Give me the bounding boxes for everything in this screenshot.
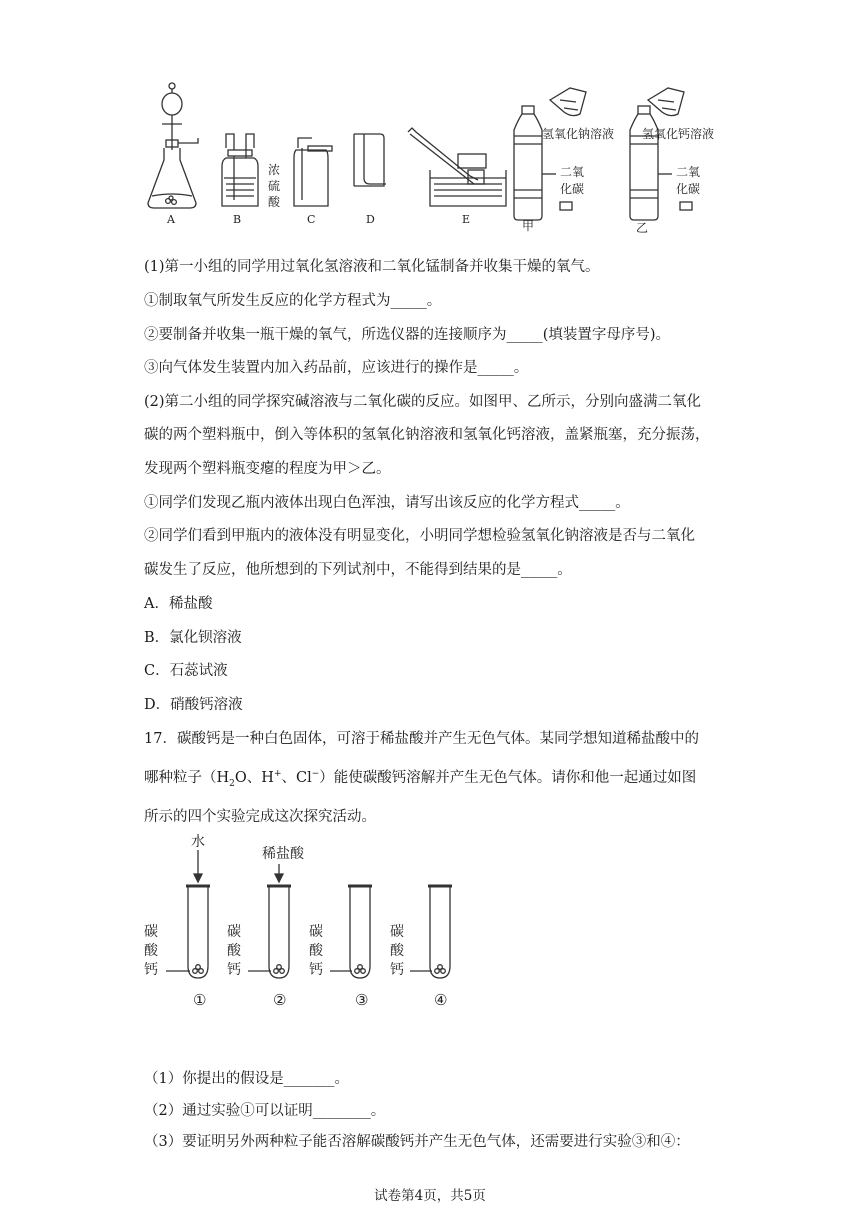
tube-number-3: ③ <box>355 991 369 1009</box>
q16-part2-line1: (2)第二小组的同学探究碱溶液与二氧化碳的反应。如图甲、乙所示，分别向盛满二氧化 <box>144 394 702 410</box>
label-a: A <box>167 213 175 226</box>
q16-option-c: C．石蕊试液 <box>144 663 228 679</box>
test-tube-3 <box>330 886 372 978</box>
b-liquid-label-2: 硫 <box>268 179 281 193</box>
tube-number-4: ④ <box>434 991 448 1009</box>
q16-part1-b: ②要制备并收集一瓶干燥的氧气，所选仪器的连接顺序为_____(填装置字母序号)。 <box>144 327 671 343</box>
apparatus-c <box>294 138 332 206</box>
q17-sub1: （1）你提出的假设是_______。 <box>144 1071 349 1087</box>
caco3-label-3a: 碳 <box>309 924 323 940</box>
q16-part1: (1)第一小组的同学用过氧化氢溶液和二氧化锰制备并收集干燥的氧气。 <box>144 259 600 275</box>
caco3-label-4c: 钙 <box>390 962 404 978</box>
apparatus-figure <box>140 78 760 238</box>
caco3-label-2b: 酸 <box>227 943 241 959</box>
q16-part2-line3: 发现两个塑料瓶变瘪的程度为甲＞乙。 <box>144 461 391 477</box>
yi-co2-label-bottom: 化碳 <box>676 182 701 196</box>
q16-part1-c: ③向气体发生装置内加入药品前，应该进行的操作是_____。 <box>144 360 529 376</box>
caco3-label-2a: 碳 <box>227 924 241 940</box>
bottle-yi <box>630 88 692 220</box>
q16-option-d: D．硝酸钙溶液 <box>144 697 243 713</box>
particle-h2o: $H_2O$ <box>216 770 247 789</box>
yi-label: 乙 <box>636 221 649 235</box>
q17-line2-pre: 哪种粒子（ <box>144 770 217 786</box>
particle-cl-minus: Cl− <box>295 769 320 786</box>
q17-line2: 哪种粒子（$H_2O$、H+、Cl−）能使碳酸钙溶解并产生无色气体。请你和他一起通过如图 <box>144 769 697 789</box>
page-footer: 试卷第4页，共5页 <box>374 1188 486 1204</box>
jia-co2-label-bottom: 化碳 <box>560 182 585 196</box>
q16-part2-line2: 碳的两个塑料瓶中，倒入等体积的氢氧化钠溶液和氢氧化钙溶液，盖紧瓶塞，充分振荡， <box>144 427 710 443</box>
test-tube-4 <box>410 886 452 978</box>
q16-part2-b-line1: ②同学们看到甲瓶内的液体没有明显变化，小明同学想检验氢氧化钠溶液是否与二氧化 <box>144 528 695 544</box>
q17-sub3: （3）要证明另外两种粒子能否溶解碳酸钙并产生无色气体，还需要进行实验③和④： <box>144 1134 690 1150</box>
tube-number-2: ② <box>273 991 287 1009</box>
label-c: C <box>307 213 316 226</box>
yi-solution-label: 氢氧化钙溶液 <box>642 127 715 141</box>
apparatus-d <box>354 134 386 186</box>
b-liquid-label-3: 酸 <box>268 195 281 209</box>
apparatus-b <box>222 134 258 206</box>
b-liquid-label-1: 浓 <box>268 163 281 177</box>
q17-sub2: （2）通过实验①可以证明________。 <box>144 1103 386 1119</box>
jia-label: 甲 <box>522 219 535 233</box>
caco3-label-3b: 酸 <box>309 943 323 959</box>
apparatus-e <box>408 128 506 206</box>
q16-option-a: A．稀盐酸 <box>144 596 213 612</box>
particle-h-plus: H+ <box>261 769 282 786</box>
hcl-label: 稀盐酸 <box>262 846 304 862</box>
bottle-jia <box>514 88 586 220</box>
q17-line1: 17．碳酸钙是一种白色固体，可溶于稀盐酸并产生无色气体。某同学想知道稀盐酸中的 <box>144 731 699 747</box>
label-e: E <box>462 213 471 226</box>
caco3-label-3c: 钙 <box>309 962 323 978</box>
label-b: B <box>233 213 242 226</box>
apparatus-a <box>148 83 198 208</box>
jia-solution-label: 氢氧化钠溶液 <box>542 127 615 141</box>
q17-line3: 所示的四个实验完成这次探究活动。 <box>144 809 376 825</box>
q16-part2-b-line2: 碳发生了反应，他所想到的下列试剂中，不能得到结果的是_____。 <box>144 562 572 578</box>
q16-part1-a: ①制取氧气所发生反应的化学方程式为_____。 <box>144 293 442 309</box>
water-label: 水 <box>191 834 205 850</box>
test-tube-2 <box>248 886 291 978</box>
label-d: D <box>366 213 375 226</box>
yi-co2-label-top: 二氧 <box>676 165 701 179</box>
caco3-label-1b: 酸 <box>144 943 158 959</box>
q16-option-b: B．氯化钡溶液 <box>144 630 242 646</box>
caco3-label-4b: 酸 <box>390 943 404 959</box>
caco3-label-1c: 钙 <box>144 962 158 978</box>
test-tube-figure <box>140 830 480 1015</box>
caco3-label-4a: 碳 <box>390 924 404 940</box>
caco3-label-2c: 钙 <box>227 962 241 978</box>
q17-line2-post: ）能使碳酸钙溶解并产生无色气体。请你和他一起通过如图 <box>319 770 697 786</box>
caco3-label-1a: 碳 <box>144 924 158 940</box>
q16-part2-a: ①同学们发现乙瓶内液体出现白色浑浊，请写出该反应的化学方程式_____。 <box>144 495 630 511</box>
tube-number-1: ① <box>193 991 207 1009</box>
test-tube-1 <box>166 886 210 978</box>
jia-co2-label-top: 二氧 <box>560 165 585 179</box>
